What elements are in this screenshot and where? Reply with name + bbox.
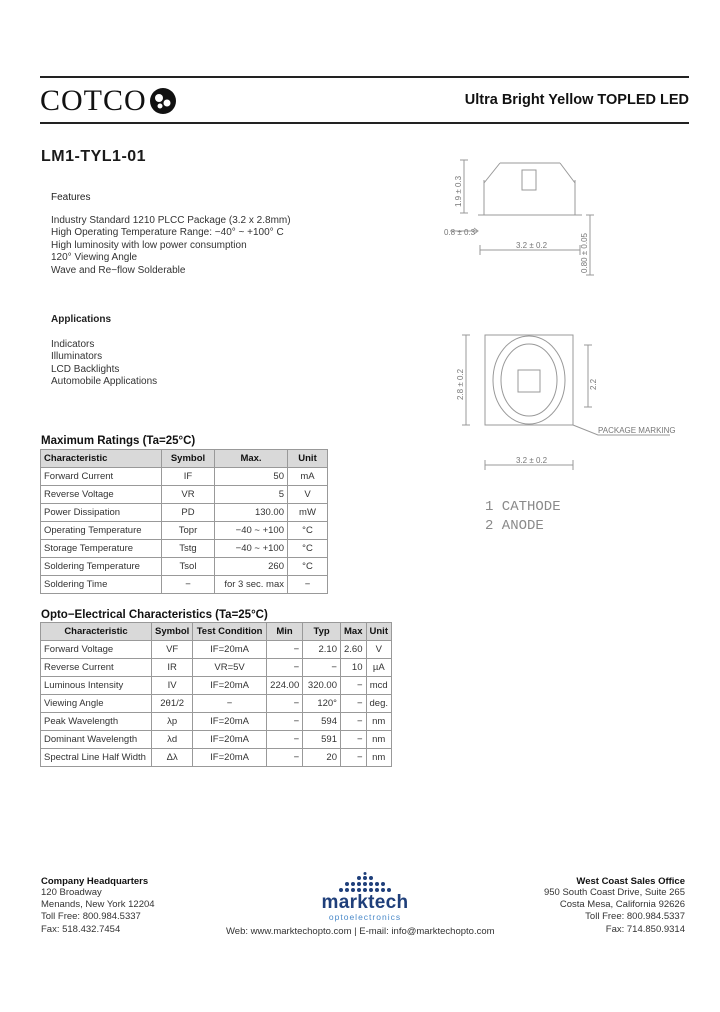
table-cell: IF=20mA	[193, 677, 267, 695]
brand-subtitle: optoelectronics	[328, 912, 402, 922]
table-cell: −40 ~ +100	[215, 522, 288, 540]
table-cell: 594	[303, 713, 341, 731]
list-item: Illuminators	[51, 351, 103, 363]
features-list	[51, 215, 291, 277]
col-header: Characteristic	[41, 450, 162, 468]
company-logo	[40, 82, 178, 120]
opto-title: Opto−Electrical Characteristics (Ta=25°C)	[41, 609, 268, 621]
table-cell: 320.00	[303, 677, 341, 695]
wc-line: 950 South Coast Drive, Suite 265	[543, 887, 685, 898]
table-cell: VR	[162, 486, 215, 504]
table-cell: Dominant Wavelength	[41, 731, 152, 749]
table-cell: IF=20mA	[193, 749, 267, 767]
west-coast-address	[544, 876, 685, 936]
package-marking-label: PACKAGE MARKING	[598, 426, 676, 435]
table-cell: 2θ1/2	[152, 695, 193, 713]
hq-address	[41, 876, 155, 936]
dim-lead: 0.8 ± 0.3	[444, 228, 476, 237]
marktech-logo	[300, 872, 430, 922]
list-item: LCD Backlights	[51, 363, 120, 375]
table-header-row	[41, 623, 392, 641]
table-cell: Forward Current	[41, 468, 162, 486]
table-cell: −	[266, 641, 302, 659]
front-view-outline	[485, 335, 573, 425]
table-cell: −	[303, 659, 341, 677]
table-row	[41, 522, 328, 540]
hq-line: Toll Free: 800.984.5337	[41, 911, 141, 923]
table-cell: PD	[162, 504, 215, 522]
table-cell: Reverse Current	[41, 659, 152, 677]
table-cell: nm	[366, 731, 392, 749]
marktech-dots-icon	[335, 872, 395, 894]
table-header-row	[41, 450, 328, 468]
table-cell: −40 ~ +100	[215, 540, 288, 558]
table-cell: mW	[288, 504, 328, 522]
col-header: Min	[266, 623, 302, 641]
table-cell: 20	[303, 749, 341, 767]
table-row	[41, 677, 392, 695]
hq-line: 120 Broadway	[41, 887, 102, 898]
pin1-label: 1 CATHODE	[485, 499, 561, 515]
col-header: Max	[340, 623, 366, 641]
table-cell: Power Dissipation	[41, 504, 162, 522]
table-row	[41, 749, 392, 767]
table-cell: VR=5V	[193, 659, 267, 677]
table-cell: IR	[152, 659, 193, 677]
list-item: Automobile Applications	[51, 376, 158, 388]
table-cell: Spectral Line Half Width	[41, 749, 152, 767]
table-row	[41, 659, 392, 677]
hq-heading: Company Headquarters	[41, 876, 149, 887]
table-cell: V	[366, 641, 392, 659]
table-cell: Soldering Temperature	[41, 558, 162, 576]
table-cell: −	[340, 713, 366, 731]
table-cell: IF=20mA	[193, 641, 267, 659]
dim-width-bottom: 3.2 ± 0.2	[516, 456, 548, 465]
col-header: Test Condition	[193, 623, 267, 641]
table-cell: Storage Temperature	[41, 540, 162, 558]
wc-line: Fax: 714.850.9314	[605, 923, 685, 935]
logo-text: COTCO	[40, 84, 147, 117]
features-heading: Features	[51, 192, 91, 203]
table-cell: −	[193, 695, 267, 713]
table-cell: °C	[288, 540, 328, 558]
list-item: Industry Standard 1210 PLCC Package (3.2 x 2.8mm)	[51, 215, 291, 226]
table-row	[41, 731, 392, 749]
table-cell: λd	[152, 731, 193, 749]
dim-height-front: 2.8 ± 0.2	[456, 368, 465, 400]
table-cell: IF	[162, 468, 215, 486]
table-cell: 2.10	[303, 641, 341, 659]
table-row	[41, 486, 328, 504]
col-header: Unit	[288, 450, 328, 468]
table-cell: 2.60	[340, 641, 366, 659]
table-cell: Tsol	[162, 558, 215, 576]
table-cell: Tstg	[162, 540, 215, 558]
table-row	[41, 468, 328, 486]
wc-heading: West Coast Sales Office	[576, 876, 685, 887]
brand-name: marktech	[321, 892, 409, 913]
table-cell: deg.	[366, 695, 392, 713]
max-ratings-title: Maximum Ratings (Ta=25°C)	[41, 435, 196, 447]
table-cell: −	[162, 576, 215, 594]
table-cell: IF=20mA	[193, 731, 267, 749]
table-cell: IF=20mA	[193, 713, 267, 731]
hq-line: Menands, New York 12204	[41, 899, 155, 911]
table-cell: 10	[340, 659, 366, 677]
table-cell: −	[340, 677, 366, 695]
table-cell: IV	[152, 677, 193, 695]
table-cell: µA	[366, 659, 392, 677]
table-cell: for 3 sec. max	[215, 576, 288, 594]
table-cell: 130.00	[215, 504, 288, 522]
table-cell: −	[266, 713, 302, 731]
table-cell: °C	[288, 558, 328, 576]
header-bottom-rule	[40, 122, 689, 124]
table-cell: mcd	[366, 677, 392, 695]
dim-height-top: 1.9 ± 0.3	[454, 175, 463, 207]
table-cell: −	[288, 576, 328, 594]
table-cell: mA	[288, 468, 328, 486]
col-header: Unit	[366, 623, 392, 641]
col-header: Symbol	[152, 623, 193, 641]
list-item: 120° Viewing Angle	[51, 252, 138, 264]
table-cell: −	[266, 695, 302, 713]
table-cell: °C	[288, 522, 328, 540]
table-row	[41, 504, 328, 522]
pin2-label: 2 ANODE	[485, 518, 544, 534]
list-item: Wave and Re−flow Solderable	[51, 264, 186, 276]
table-cell: −	[266, 659, 302, 677]
dim-side: 0.80 ± 0.05	[580, 233, 589, 273]
col-header: Symbol	[162, 450, 215, 468]
table-cell: 5	[215, 486, 288, 504]
dim-width-top: 3.2 ± 0.2	[516, 241, 548, 250]
table-cell: Viewing Angle	[41, 695, 152, 713]
table-cell: 224.00	[266, 677, 302, 695]
package-drawing	[430, 145, 690, 540]
list-item: High luminosity with low power consumption	[51, 239, 247, 251]
dim-pad: 2.2	[589, 378, 598, 390]
wc-line: Toll Free: 800.984.5337	[585, 911, 685, 923]
web-email-line[interactable]: Web: www.marktechopto.com | E-mail: info@marktechopto.com	[226, 926, 495, 937]
table-cell: 591	[303, 731, 341, 749]
table-cell: −	[266, 731, 302, 749]
table-cell: nm	[366, 749, 392, 767]
table-cell: nm	[366, 713, 392, 731]
opto-table	[40, 622, 392, 767]
table-cell: λp	[152, 713, 193, 731]
list-item: High Operating Temperature Range: −40° ~ +100° C	[51, 227, 284, 239]
table-cell: 260	[215, 558, 288, 576]
table-row	[41, 713, 392, 731]
hq-line: Fax: 518.432.7454	[41, 923, 121, 935]
table-cell: −	[340, 695, 366, 713]
max-ratings-table	[40, 449, 328, 594]
table-cell: −	[340, 731, 366, 749]
table-cell: Operating Temperature	[41, 522, 162, 540]
table-row	[41, 540, 328, 558]
table-cell: V	[288, 486, 328, 504]
table-cell: Δλ	[152, 749, 193, 767]
document-title: Ultra Bright Yellow TOPLED LED	[464, 92, 689, 108]
table-cell: Luminous Intensity	[41, 677, 152, 695]
col-header: Typ	[303, 623, 341, 641]
table-row	[41, 695, 392, 713]
col-header: Max.	[215, 450, 288, 468]
col-header: Characteristic	[41, 623, 152, 641]
table-row	[41, 558, 328, 576]
table-cell: Topr	[162, 522, 215, 540]
part-number: LM1-TYL1-01	[41, 148, 147, 165]
logo-emblem-icon	[148, 86, 178, 116]
table-cell: 50	[215, 468, 288, 486]
list-item: Indicators	[51, 339, 95, 350]
top-rule	[40, 76, 689, 78]
table-cell: −	[340, 749, 366, 767]
table-cell: Forward Voltage	[41, 641, 152, 659]
side-view-outline	[484, 180, 575, 215]
table-row	[41, 641, 392, 659]
table-cell: Soldering Time	[41, 576, 162, 594]
table-cell: Peak Wavelength	[41, 713, 152, 731]
table-cell: −	[266, 749, 302, 767]
applications-heading: Applications	[51, 314, 112, 325]
table-cell: 120°	[303, 695, 341, 713]
wc-line: Costa Mesa, California 92626	[559, 899, 685, 911]
table-row	[41, 576, 328, 594]
table-cell: VF	[152, 641, 193, 659]
table-cell: Reverse Voltage	[41, 486, 162, 504]
applications-list	[51, 339, 157, 389]
